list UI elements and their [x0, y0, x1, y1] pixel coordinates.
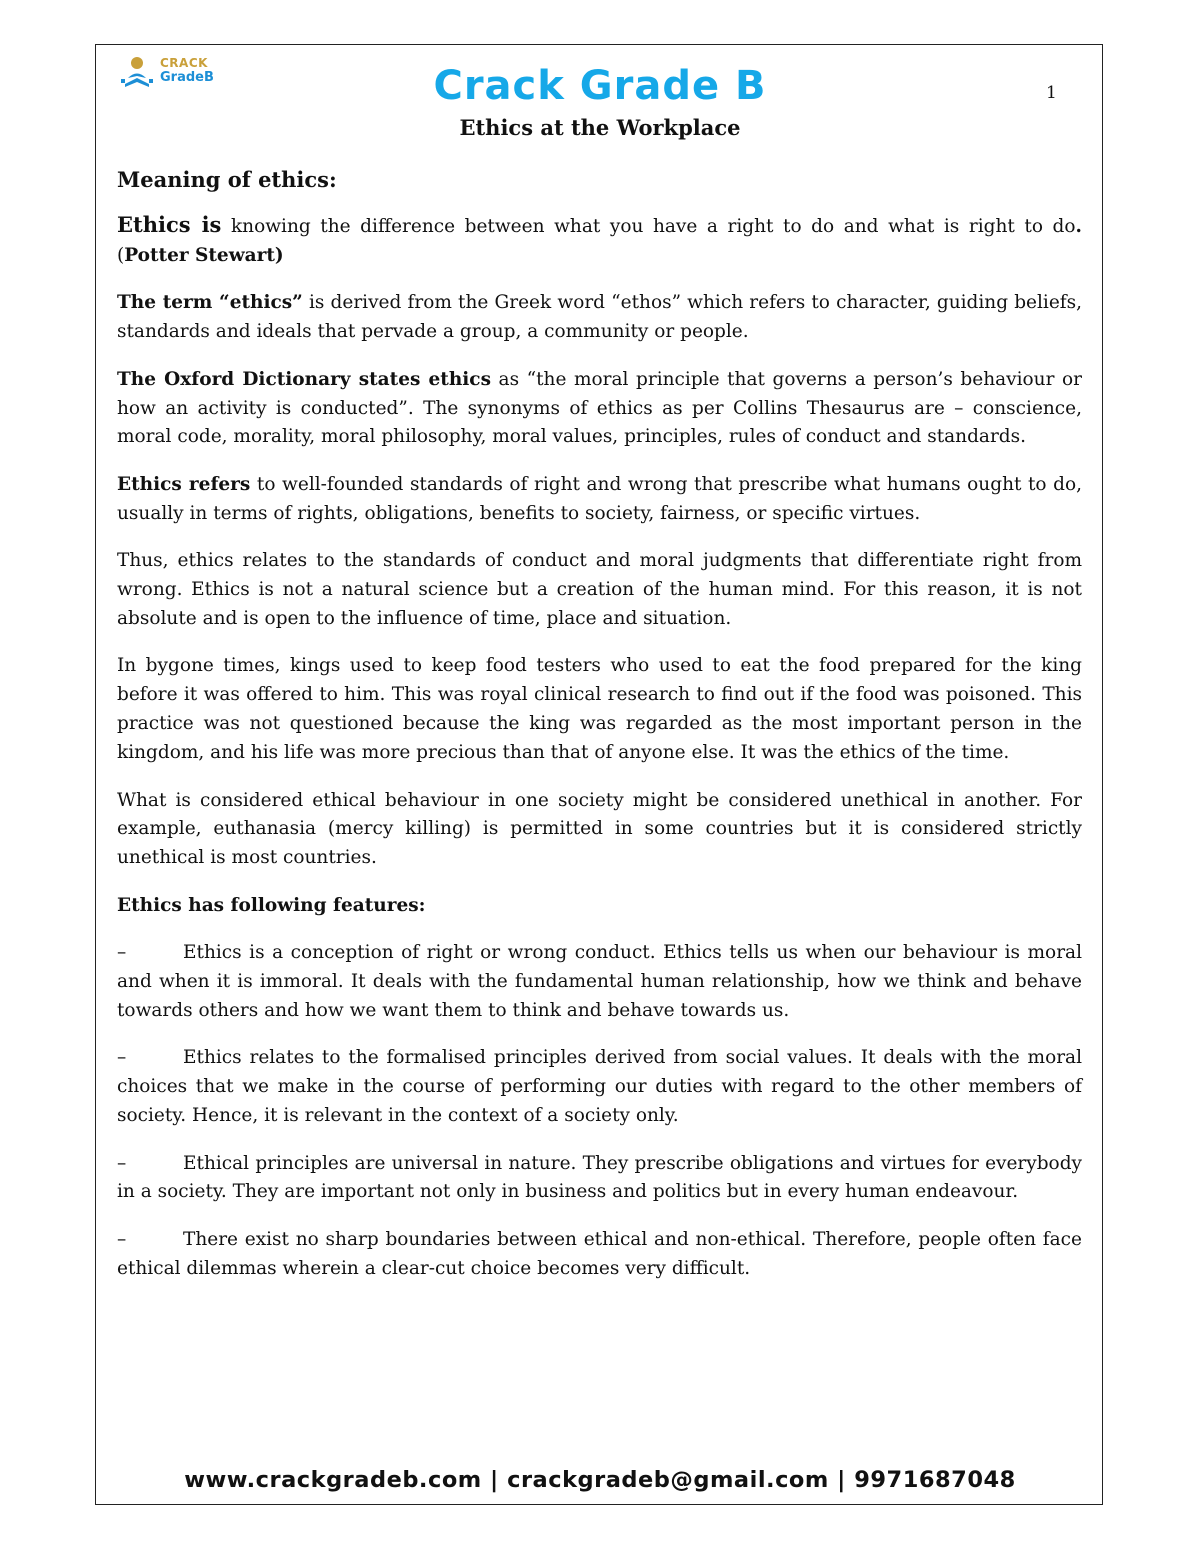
logo-line2: GradeB: [160, 70, 214, 85]
phone-number[interactable]: 9971687048: [854, 1467, 1016, 1493]
feature-text: Ethics is a conception of right or wrong conduct. Ethics tells us when our behaviour is moral and when it is immoral. It deals with the fundamental human relationship, how we think and behave towards others and how we want them to think and behave towards us.: [117, 942, 1082, 1021]
paragraph-definition-stewart: [117, 211, 1082, 271]
paragraph-thus: Thus, ethics relates to the standards of conduct and moral judgments that differentiate right from wrong. Ethics is not a natural science but a creation of the human mind. For this reason, it is not absolute and is open to the influence of time, place and situation.: [117, 550, 1082, 629]
feature-text: Ethics relates to the formalised principles derived from social values. It deals with the moral choices that we make in the course of performing our duties with regard to the other members of society. Hence, it is relevant in the context of a society only.: [117, 1047, 1082, 1127]
features-heading: [117, 892, 1082, 921]
paragraph-ethics-refers: [117, 471, 1082, 529]
feature-item: [117, 1150, 1082, 1208]
brand-title: Crack Grade B: [433, 63, 767, 109]
paragraph-text: to well-founded standards of right and wrong that prescribe what humans ought to do, usually in terms of rights, obligations, benefits to society, fairness, or specific virtues.: [117, 473, 1082, 524]
paragraph-lead: Ethics refers: [117, 473, 251, 495]
paragraph-lead: The term “ethics”: [117, 292, 303, 314]
dash-bullet: –: [117, 1047, 127, 1069]
paragraph-dot: .: [1075, 216, 1082, 237]
paragraph-lead: Ethics is: [117, 212, 222, 237]
feature-text: Ethical principles are universal in nature. They prescribe obligations and virtues for everybody in a society. They are important not only in business and politics but in every human endeavour.: [117, 1152, 1082, 1203]
paragraph-attribution: Potter Stewart): [124, 244, 284, 266]
feature-item: [117, 1044, 1082, 1131]
paragraph-bygone-times: In bygone times, kings used to keep food testers who used to eat the food prepared for the king before it was offered to him. This was royal clinical research to find out if the food was poisoned. This practice was not questioned because the king was regarded as the most important person in the kingdom, and his life was more precious than that of anyone else. It was the ethics of the time.: [117, 655, 1082, 764]
logo-line1: CRACK: [160, 56, 208, 70]
feature-text: There exist no sharp boundaries between ethical and non-ethical. Therefore, people often face ethical dilemmas wherein a clear-cut choice becomes very difficult.: [117, 1228, 1082, 1279]
page-number: 1: [1046, 83, 1057, 103]
paragraph-text: is derived from the Greek word “ethos” which refers to character, guiding beliefs, standards and ideals that pervade a group, a community or people.: [117, 292, 1083, 343]
document-body: [117, 165, 1082, 1302]
paragraph-lead: The Oxford Dictionary states ethics: [117, 368, 491, 390]
footer-separator: |: [481, 1467, 508, 1493]
dash-bullet: –: [117, 1152, 127, 1174]
document-subtitle: Ethics at the Workplace: [459, 115, 741, 140]
paragraph-paren: (: [117, 244, 125, 266]
website-link[interactable]: www.crackgradeb.com: [184, 1467, 482, 1493]
contact-footer: [0, 1467, 1200, 1493]
section-heading: Meaning of ethics:: [117, 167, 337, 192]
footer-separator: |: [828, 1467, 855, 1493]
email-link[interactable]: crackgradeb@gmail.com: [507, 1467, 829, 1493]
paragraph-ethical-behaviour: What is considered ethical behaviour in one society might be considered unethical in another. For example, euthanasia (mercy killing) is permitted in some countries but it is considered strictly unethical is most countries.: [117, 789, 1082, 869]
paragraph-text: as “the moral principle that governs a person’s behaviour or how an activity is conducted”. The synonyms of ethics as per Collins Thesaurus are – conscience, moral code, morality, moral philosophy, moral values, principles, rules of conduct and standards.: [117, 368, 1082, 448]
dash-bullet: –: [117, 942, 127, 964]
paragraph-oxford: [117, 366, 1082, 453]
feature-item: [117, 1226, 1082, 1284]
paragraph-term-ethics: [117, 289, 1082, 347]
features-heading-text: Ethics has following features:: [117, 894, 426, 916]
feature-item: [117, 939, 1082, 1026]
dash-bullet: –: [117, 1228, 127, 1250]
paragraph-text: knowing the difference between what you have a right to do and what is right to do: [221, 216, 1076, 237]
